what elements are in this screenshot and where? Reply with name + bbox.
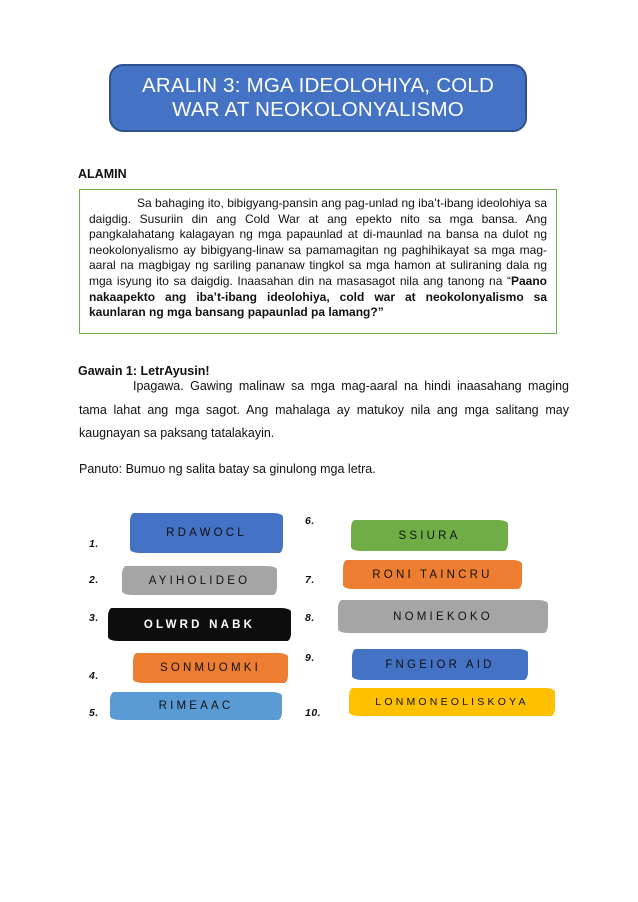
item-number: 2.: [89, 574, 99, 586]
scrambled-word-tag: [130, 513, 283, 553]
item-number: 8.: [305, 612, 315, 624]
scrambled-letters: AYIHOLIDEO: [148, 574, 251, 587]
scrambled-letters: SONMUOMKI: [160, 662, 261, 674]
scrambled-letters: RDAWOCL: [166, 527, 247, 539]
scrambled-word-tag: [133, 653, 288, 683]
lesson-title-banner: [109, 64, 527, 132]
lesson-title-line1: ARALIN 3: MGA IDEOLOHIYA, COLD: [142, 74, 494, 97]
gawain-heading: Gawain 1: LetrAyusin!: [78, 364, 210, 378]
scrambled-letters: LONMONEOLISKOYA: [375, 696, 529, 708]
alamin-text: Sa bahaging ito, bibigyang-pansin ang pag-unlad ng iba’t-ibang ideolohiya sa daigdig. Susuriin din ang Cold War at ang epekto nito sa mga bansa. Ang pangkalahatang kalagayan ng mga papaunlad at di-maunlad na bansa na dulot ng neokolonyalismo ay bibigyang-linaw sa pamamagitan ng paghihikayat sa mga mag-aaral na magbigay ng sariling pananaw tingkol sa mga hamon at suliraning dala ng mga isyung ito sa daigdig. Inaasahan din na masasagot nila ang tanong na “: [89, 196, 547, 288]
gawain-instruction: [79, 375, 569, 446]
scrambled-word-tag: [108, 608, 291, 641]
alamin-question: Paano nakaapekto ang iba’t-ibang ideolohiya, cold war at neokolonyalismo sa kaunlaran ng mga bansang papaunlad pa lamang?”: [89, 273, 547, 320]
item-number: 1.: [89, 538, 99, 550]
scrambled-letters: OLWRD NABK: [143, 618, 256, 631]
scrambled-word-tag: [122, 566, 277, 595]
item-number: 9.: [305, 652, 315, 664]
panuto-text: Panuto: Bumuo ng salita batay sa ginulong mga letra.: [79, 462, 376, 476]
item-number: 10.: [305, 707, 322, 719]
scrambled-letters: FNGEIOR AID: [385, 658, 495, 671]
scrambled-letters: RIMEAAC: [158, 700, 234, 712]
alamin-text-box: [79, 189, 557, 334]
scrambled-word-tag: [110, 692, 282, 720]
item-number: 5.: [89, 707, 99, 719]
scrambled-letters: RONI TAINCRU: [372, 568, 493, 581]
item-number: 7.: [305, 574, 315, 586]
scrambled-word-tag: [352, 649, 528, 680]
item-number: 6.: [305, 515, 315, 527]
item-number: 3.: [89, 612, 99, 624]
gawain-instruction-text: Ipagawa. Gawing malinaw sa mga mag-aaral na hindi inaasahang maging tama lahat ang mga sagot. Ang mahalaga ay matukoy nila ang mga salitang may kaugnayan sa paksang tatalakayin.: [79, 379, 569, 440]
alamin-heading: ALAMIN: [78, 167, 127, 181]
scrambled-letters: NOMIEKOKO: [393, 610, 493, 623]
scrambled-word-tag: [338, 600, 548, 633]
scrambled-word-tag: [343, 560, 522, 589]
scrambled-word-tag: [349, 688, 555, 716]
scrambled-letters: SSIURA: [398, 529, 461, 542]
scrambled-word-tag: [351, 520, 508, 551]
item-number: 4.: [89, 670, 99, 682]
lesson-title-line2: WAR AT NEOKOLONYALISMO: [172, 98, 464, 121]
